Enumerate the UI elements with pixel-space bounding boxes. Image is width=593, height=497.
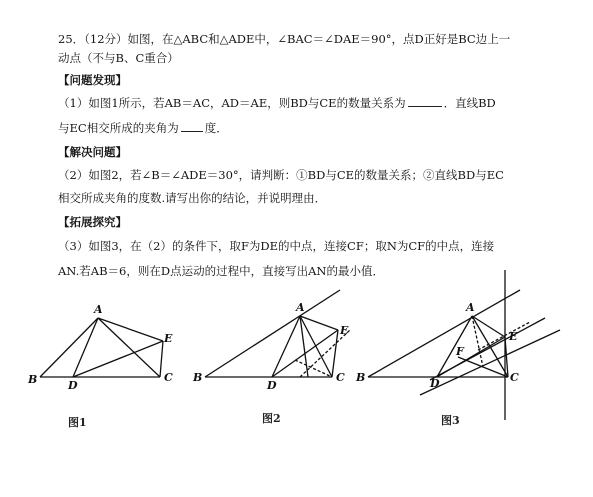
section-heading-discovery: 【问题发现】: [58, 73, 127, 87]
question-3-line-2: AN.若AB＝6，则在D点运动的过程中，直接写出AN的最小值．: [58, 264, 384, 278]
figure-2-caption: 图2: [262, 412, 281, 425]
fig3-label-a: A: [466, 301, 475, 314]
question-2-line-1: （2）如图2，若∠B＝∠ADE＝30°，请判断：①BD与CE的数量关系；②直线BD与EC: [58, 168, 504, 182]
fig3-label-b: B: [356, 371, 366, 384]
fig1-label-b: B: [28, 373, 38, 386]
question-1-text-c: 与EC相交所成的夹角为: [58, 121, 179, 135]
fig1-label-e: E: [164, 332, 173, 345]
fig2-label-e: E: [340, 324, 349, 337]
fig3-label-c: C: [510, 371, 519, 384]
section-heading-extension: 【拓展探究】: [58, 215, 127, 229]
figure-3-caption: 图3: [441, 414, 460, 427]
problem-statement-line-1: 25．（12分）如图，在△ABC和△ADE中，∠BAC＝∠DAE＝90°，点D正好是BC边上一: [58, 32, 511, 46]
fig2-label-a: A: [296, 301, 305, 314]
fig3-label-e: E: [509, 330, 518, 343]
question-2-line-2: 相交所成夹角的度数.请写出你的结论，并说明理由．: [58, 191, 327, 205]
fig2-label-d: D: [267, 379, 277, 392]
section-heading-solve: 【解决问题】: [58, 145, 127, 159]
fig1-label-a: A: [94, 303, 103, 316]
fig1-label-d: D: [68, 379, 78, 392]
question-3-line-1: （3）如图3，在（2）的条件下，取F为DE的中点，连接CF；取N为CF的中点，连接: [58, 239, 495, 253]
fig1-label-c: C: [164, 371, 173, 384]
figure-1-caption: 图1: [68, 416, 87, 429]
question-1-text-d: 度．: [204, 121, 228, 135]
question-1-text-a: （1）如图1所示，若AB＝AC，AD＝AE，则BD与CE的数量关系为: [58, 96, 406, 110]
figure-1-diagram: [40, 318, 163, 377]
fig2-label-b: B: [193, 371, 203, 384]
figure-3-diagram: [368, 270, 560, 420]
fig2-label-c: C: [336, 371, 345, 384]
fig3-label-d: D: [430, 377, 440, 390]
figure-2-diagram: [205, 290, 350, 377]
question-1-text-b: ．直线BD: [443, 96, 496, 110]
problem-statement-line-2: 动点（不与B、C重合）: [58, 51, 179, 65]
fig3-label-f: F: [456, 345, 464, 358]
